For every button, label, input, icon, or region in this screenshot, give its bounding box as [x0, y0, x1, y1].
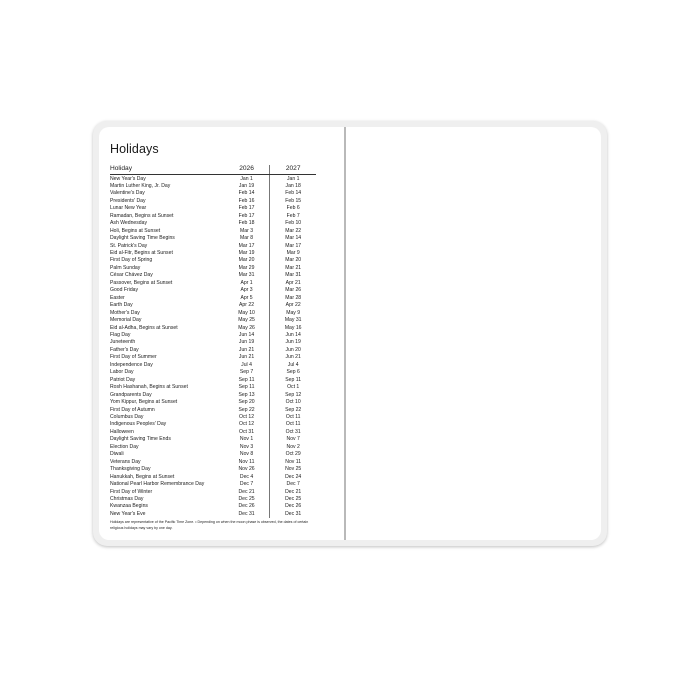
- date-2027: Mar 9: [286, 250, 300, 257]
- table-row: [110, 503, 316, 510]
- table-row: [110, 235, 316, 242]
- holiday-name: Daylight Saving Time Ends: [110, 436, 171, 443]
- holiday-name: Christmas Day: [110, 495, 144, 502]
- date-2026: Mar 29: [224, 265, 270, 272]
- date-2027: Apr 22: [285, 302, 301, 309]
- date-2027: Mar 17: [285, 242, 302, 249]
- holiday-name: Valentine's Day: [110, 190, 145, 197]
- table-row: [110, 466, 316, 473]
- date-2027: May 16: [284, 324, 302, 331]
- holiday-name: Father's Day: [110, 346, 139, 353]
- holiday-name: Hanukkah, Begins at Sunset: [110, 473, 175, 480]
- table-row: [110, 295, 316, 302]
- table-row: [110, 399, 316, 406]
- table-row: [110, 347, 316, 354]
- date-2027: Jul 4: [287, 361, 299, 368]
- date-2027: Sep 22: [285, 406, 302, 413]
- date-2027: Dec 31: [285, 510, 302, 517]
- date-2026: Sep 11: [224, 377, 270, 384]
- table-row: [110, 220, 316, 227]
- date-2026: Mar 19: [224, 250, 270, 257]
- holiday-name: Juneteenth: [110, 339, 136, 346]
- date-2027: Feb 7: [286, 212, 300, 219]
- date-2026: Apr 22: [224, 302, 270, 309]
- date-2027: Mar 28: [285, 294, 302, 301]
- table-row: [110, 272, 316, 279]
- date-2027: Mar 31: [285, 272, 302, 279]
- date-2027: Nov 25: [285, 466, 302, 473]
- date-2026: Jun 19: [224, 339, 270, 346]
- holiday-name: Good Friday: [110, 287, 139, 294]
- table-row: [110, 362, 316, 369]
- holiday-name: Eid al-Fitr, Begins at Sunset: [110, 250, 173, 257]
- date-2026: Oct 12: [224, 414, 270, 421]
- date-2027: Jan 18: [285, 182, 301, 189]
- holiday-name: Flag Day: [110, 332, 131, 339]
- date-2026: Oct 31: [224, 429, 270, 436]
- holiday-name: Veterans Day: [110, 458, 141, 465]
- holiday-name: Grandparents Day: [110, 391, 152, 398]
- holiday-name: Rosh Hashanah, Begins at Sunset: [110, 384, 188, 391]
- date-2027: Dec 21: [285, 488, 302, 495]
- date-2027: Oct 11: [285, 421, 301, 428]
- table-row: [110, 228, 316, 235]
- table-row: [110, 250, 316, 257]
- holiday-name: Mother's Day: [110, 309, 140, 316]
- date-2027: Nov 2: [286, 443, 300, 450]
- date-2027: Jun 21: [285, 354, 301, 361]
- table-row: [110, 429, 316, 436]
- date-2026: Dec 25: [224, 496, 270, 503]
- date-2026: Jun 21: [224, 354, 270, 361]
- date-2027: Jun 14: [285, 332, 301, 339]
- holiday-name: Patriot Day: [110, 376, 136, 383]
- table-row: [110, 287, 316, 294]
- date-2026: Jan 1: [224, 174, 270, 183]
- holiday-name: Earth Day: [110, 302, 133, 309]
- holiday-name: Ramadan, Begins at Sunset: [110, 212, 174, 219]
- holiday-name: Yom Kippur, Begins at Sunset: [110, 399, 178, 406]
- table-row: [110, 183, 316, 190]
- date-2026: Mar 17: [224, 243, 270, 250]
- date-2026: Mar 3: [224, 228, 270, 235]
- holiday-name: Presidents' Day: [110, 197, 146, 204]
- holiday-name: Eid al-Adha, Begins at Sunset: [110, 324, 178, 331]
- date-2026: Dec 31: [224, 511, 270, 518]
- table-row: [110, 377, 316, 384]
- date-2026: Oct 12: [224, 421, 270, 428]
- table-row: [110, 280, 316, 287]
- date-2026: Apr 5: [224, 295, 270, 302]
- holiday-name: Holi, Begins at Sunset: [110, 227, 161, 234]
- date-2027: Jan 1: [286, 175, 300, 182]
- date-2026: Nov 11: [224, 459, 270, 466]
- table-row: [110, 444, 316, 451]
- date-2026: Nov 8: [224, 451, 270, 458]
- date-2027: Nov 7: [286, 436, 300, 443]
- date-2027: Jun 19: [285, 339, 301, 346]
- holiday-name: New Year's Day: [110, 175, 146, 182]
- table-header-row: [110, 165, 316, 174]
- holiday-name: Columbus Day: [110, 414, 144, 420]
- date-2026: Dec 26: [224, 503, 270, 510]
- table-row: [110, 474, 316, 481]
- date-2026: Sep 11: [224, 384, 270, 391]
- date-2026: Feb 17: [224, 213, 270, 220]
- page-divider: [344, 127, 346, 540]
- date-2026: Apr 3: [224, 287, 270, 294]
- date-2026: Jul 4: [224, 362, 270, 369]
- holiday-name: New Year's Eve: [110, 510, 146, 517]
- date-2027: Oct 1: [287, 384, 300, 391]
- table-row: [110, 310, 316, 317]
- table-row: [110, 243, 316, 250]
- holiday-name: Diwali: [110, 451, 124, 458]
- date-2027: Feb 6: [286, 205, 300, 212]
- table-row: [110, 174, 316, 183]
- date-2027: Mar 20: [285, 257, 302, 264]
- date-2027: Dec 26: [285, 503, 302, 510]
- holiday-name: Thanksgiving Day: [110, 466, 151, 473]
- date-2026: Nov 3: [224, 444, 270, 451]
- table-row: [110, 496, 316, 503]
- holiday-name: First Day of Autumn: [110, 406, 155, 413]
- date-2026: Apr 1: [224, 280, 270, 287]
- holiday-name: Passover, Begins at Sunset: [110, 279, 173, 286]
- date-2026: Jun 14: [224, 332, 270, 339]
- table-row: [110, 213, 316, 220]
- date-2026: Mar 8: [224, 235, 270, 242]
- holiday-name: Martin Luther King, Jr. Day: [110, 182, 171, 189]
- table-row: [110, 190, 316, 197]
- date-2027: Mar 26: [285, 287, 302, 294]
- date-2027: Feb 14: [285, 190, 302, 197]
- table-row: [110, 354, 316, 361]
- right-page-blank: [345, 127, 601, 540]
- date-2027: Sep 6: [286, 369, 300, 376]
- date-2026: Mar 31: [224, 272, 270, 279]
- table-row: [110, 459, 316, 466]
- holidays-table: [110, 165, 316, 518]
- table-row: [110, 384, 316, 391]
- holiday-name: Independence Day: [110, 361, 153, 368]
- holiday-name: Indigenous Peoples' Day: [110, 421, 167, 428]
- column-header-2026: 2026: [224, 165, 270, 174]
- date-2027: Dec 25: [285, 495, 302, 502]
- holiday-name: St. Patrick's Day: [110, 242, 148, 249]
- table-row: [110, 325, 316, 332]
- table-row: [110, 369, 316, 376]
- date-2026: Feb 17: [224, 205, 270, 212]
- column-header-holiday: Holiday: [110, 165, 224, 174]
- holiday-name: Halloween: [110, 428, 134, 435]
- holiday-rows: [110, 174, 316, 518]
- table-row: [110, 205, 316, 212]
- date-2026: May 10: [224, 310, 270, 317]
- holiday-name: National Pearl Harbor Remembrance Day: [110, 481, 205, 488]
- holiday-name: César Chávez Day: [110, 272, 153, 279]
- date-2026: May 26: [224, 325, 270, 332]
- page-title: Holidays: [110, 142, 159, 156]
- holiday-name: Labor Day: [110, 369, 134, 376]
- holiday-name: Daylight Saving Time Begins: [110, 235, 175, 242]
- date-2027: Oct 11: [285, 414, 301, 420]
- holiday-name: First Day of Winter: [110, 488, 153, 495]
- table-row: [110, 265, 316, 272]
- column-header-2027: 2027: [270, 165, 316, 174]
- date-2027: May 9: [286, 309, 301, 316]
- date-2027: Oct 10: [285, 399, 301, 406]
- holiday-name: Ash Wednesday: [110, 220, 147, 227]
- holiday-name: Lunar New Year: [110, 205, 147, 212]
- date-2026: Sep 7: [224, 369, 270, 376]
- date-2026: Feb 16: [224, 198, 270, 205]
- date-2026: Sep 22: [224, 407, 270, 414]
- holiday-name: Election Day: [110, 443, 139, 450]
- date-2027: Feb 15: [285, 197, 302, 204]
- date-2027: Mar 22: [285, 227, 302, 234]
- date-2027: Apr 21: [285, 279, 301, 286]
- date-2027: Dec 7: [286, 481, 300, 488]
- table-row: [110, 332, 316, 339]
- table-row: [110, 436, 316, 443]
- table-row: [110, 339, 316, 346]
- holiday-name: Memorial Day: [110, 317, 142, 324]
- date-2027: Sep 12: [285, 391, 302, 398]
- date-2026: Dec 7: [224, 481, 270, 488]
- holiday-name: Easter: [110, 294, 125, 301]
- date-2027: Mar 21: [285, 264, 302, 271]
- table-row: [110, 392, 316, 399]
- date-2027: Nov 11: [285, 458, 302, 465]
- date-2026: Nov 1: [224, 436, 270, 443]
- holiday-name: Kwanzaa Begins: [110, 503, 148, 510]
- holiday-name: Palm Sunday: [110, 264, 141, 271]
- date-2027: Feb 10: [285, 220, 302, 227]
- table-row: [110, 407, 316, 414]
- date-2026: Sep 20: [224, 399, 270, 406]
- date-2027: Oct 29: [285, 451, 301, 458]
- table-row: [110, 511, 316, 518]
- date-2027: Sep 11: [285, 376, 302, 383]
- date-2026: Jan 19: [224, 183, 270, 190]
- date-2027: May 31: [284, 317, 302, 324]
- date-2026: Dec 4: [224, 474, 270, 481]
- date-2026: Mar 20: [224, 257, 270, 264]
- table-row: [110, 421, 316, 428]
- table-row: [110, 198, 316, 205]
- date-2026: Sep 13: [224, 392, 270, 399]
- table-row: [110, 302, 316, 309]
- date-2027: Oct 31: [285, 428, 301, 435]
- date-2026: Feb 18: [224, 220, 270, 227]
- date-2027: Mar 14: [285, 235, 302, 242]
- date-2026: Dec 21: [224, 489, 270, 496]
- table-row: [110, 451, 316, 458]
- date-2026: Nov 26: [224, 466, 270, 473]
- holiday-name: First Day of Spring: [110, 257, 153, 264]
- table-row: [110, 489, 316, 496]
- holiday-name: First Day of Summer: [110, 354, 157, 361]
- date-2027: Jun 20: [285, 346, 301, 353]
- footnote: Holidays are representative of the Pacific Time Zone. • Depending on when the moon phase is observed, the dates of certain religious holidays may vary by one day.: [110, 520, 309, 530]
- table-row: [110, 414, 316, 421]
- date-2026: Feb 14: [224, 190, 270, 197]
- date-2026: May 25: [224, 317, 270, 324]
- table-row: [110, 257, 316, 264]
- date-2027: Dec 24: [285, 473, 302, 480]
- table-row: [110, 481, 316, 488]
- date-2026: Jun 21: [224, 347, 270, 354]
- table-row: [110, 317, 316, 324]
